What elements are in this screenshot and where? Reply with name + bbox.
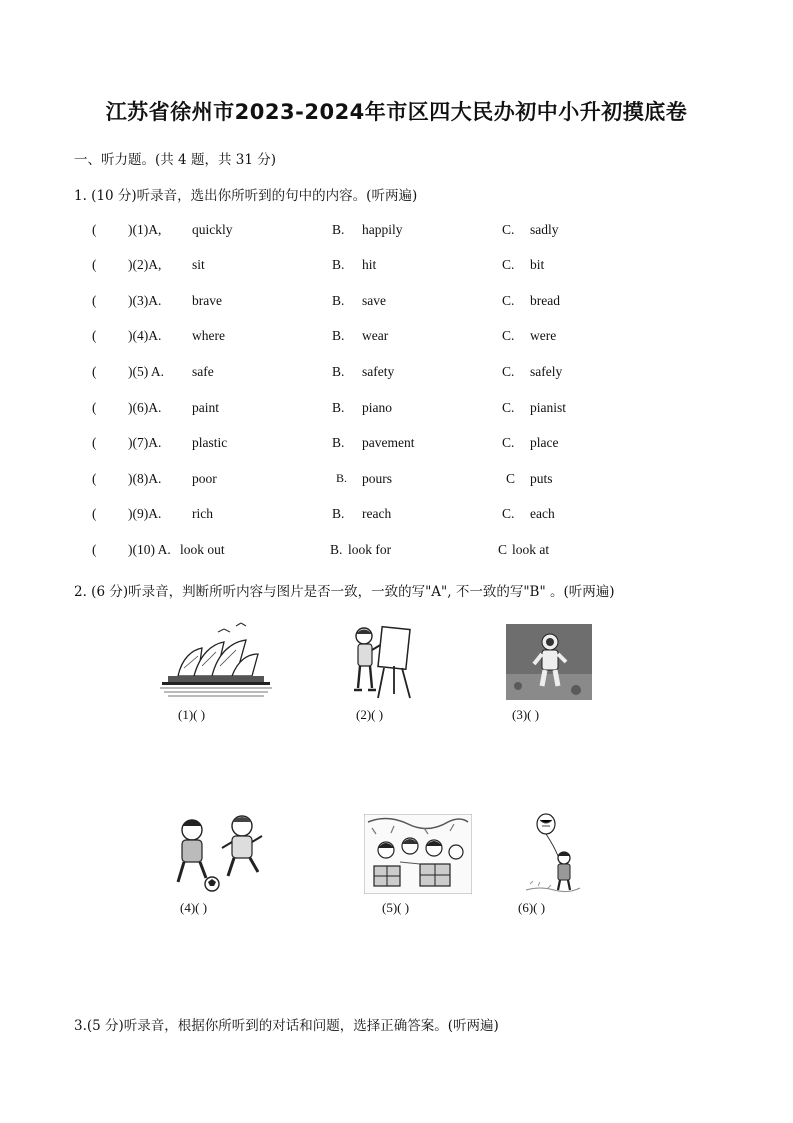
answer-paren: ( (92, 471, 97, 486)
option-a: safe (192, 364, 214, 379)
option-a: paint (192, 400, 219, 415)
option-b-label: B. (332, 435, 345, 450)
option-c: safely (530, 364, 563, 379)
option-b-label: B. (332, 293, 345, 308)
option-b: hit (362, 257, 377, 272)
option-c: bit (530, 257, 545, 272)
option-c-label: C. (502, 364, 515, 379)
option-a: quickly (192, 222, 233, 237)
q3-instruction: 3.(5 分)听录音，根据你所听到的对话和问题，选择正确答案。(听两遍) (74, 1018, 499, 1034)
option-b-label: B. (332, 328, 345, 343)
list-item (92, 435, 612, 455)
option-b-label: B. (332, 222, 345, 237)
question-number: )(2)A, (128, 257, 162, 272)
astronaut-icon (506, 624, 592, 700)
option-a: where (192, 328, 225, 343)
question-number: )(8)A. (128, 471, 162, 486)
answer-paren: ( (92, 257, 97, 272)
page-title: 江苏省徐州市2023-2024年市区四大民办初中小升初摸底卷 (105, 100, 688, 124)
option-c-label: C. (502, 293, 515, 308)
option-c-label: C (506, 471, 516, 486)
option-b-label: B. (332, 400, 345, 415)
list-item (92, 542, 612, 562)
answer-paren: ( (92, 400, 97, 415)
option-c: were (530, 328, 557, 343)
opera-house-icon (158, 618, 276, 700)
child-painting-icon (350, 622, 414, 700)
question-number: )(4)A. (128, 328, 162, 343)
option-b: save (362, 293, 386, 308)
question-number: )(7)A. (128, 435, 162, 450)
option-c-label: C. (502, 435, 515, 450)
option-b: pours (362, 471, 392, 486)
option-b-label: B. (336, 471, 348, 485)
question-number: )(1)A, (128, 222, 162, 237)
option-b: safety (362, 364, 395, 379)
option-b: look for (348, 542, 392, 557)
child-balloon-icon (524, 812, 582, 894)
picture-caption: (4)( ) (180, 900, 208, 915)
option-c-label: C. (502, 506, 515, 521)
option-c-label: C (498, 542, 508, 557)
option-a: look out (180, 542, 225, 557)
answer-paren: ( (92, 506, 97, 521)
answer-paren: ( (92, 222, 97, 237)
option-b-label: B. (332, 506, 345, 521)
question-number: )(10) A. (128, 542, 171, 557)
option-a: plastic (192, 435, 228, 450)
q2-instruction: 2. (6 分)听录音，判断所听内容与图片是否一致，一致的写"A", 不一致的写"B" 。(听两遍) (74, 584, 615, 600)
list-item (92, 293, 612, 313)
question-number: )(6)A. (128, 400, 162, 415)
question-number: )(9)A. (128, 506, 162, 521)
list-item (92, 257, 612, 277)
option-c-label: C. (502, 222, 515, 237)
option-b-label: B. (332, 364, 345, 379)
option-b-label: B. (330, 542, 343, 557)
picture-caption: (1)( ) (178, 707, 206, 722)
option-c-label: C. (502, 400, 515, 415)
answer-paren: ( (92, 542, 97, 557)
option-b: happily (362, 222, 403, 237)
option-a: poor (192, 471, 217, 486)
list-item (92, 471, 612, 491)
option-c: each (530, 506, 555, 521)
option-b: pavement (362, 435, 415, 450)
option-c-label: C. (502, 328, 515, 343)
option-b: wear (362, 328, 389, 343)
question-number: )(3)A. (128, 293, 162, 308)
picture-caption: (2)( ) (356, 707, 384, 722)
list-item (92, 506, 612, 526)
list-item (92, 400, 612, 420)
option-a: brave (192, 293, 222, 308)
picture-caption: (3)( ) (512, 707, 540, 722)
list-item (92, 328, 612, 348)
children-party-icon (364, 814, 472, 894)
option-b-label: B. (332, 257, 345, 272)
question-number: )(5) A. (128, 364, 164, 379)
option-c: look at (512, 542, 550, 557)
list-item (92, 364, 612, 384)
option-b: piano (362, 400, 392, 415)
option-b: reach (362, 506, 392, 521)
children-football-icon (166, 812, 270, 894)
option-c: sadly (530, 222, 559, 237)
list-item (92, 222, 612, 242)
option-c: pianist (530, 400, 566, 415)
picture-caption: (5)( ) (382, 900, 410, 915)
picture-caption: (6)( ) (518, 900, 546, 915)
option-a: rich (192, 506, 213, 521)
option-c-label: C. (502, 257, 515, 272)
answer-paren: ( (92, 364, 97, 379)
option-c: place (530, 435, 559, 450)
section-heading: 一、听力题。(共 4 题，共 31 分) (74, 152, 276, 168)
answer-paren: ( (92, 435, 97, 450)
option-c: puts (530, 471, 553, 486)
q1-instruction: 1. (10 分)听录音，选出你所听到的句中的内容。(听两遍) (74, 188, 418, 204)
option-a: sit (192, 257, 205, 272)
option-c: bread (530, 293, 560, 308)
answer-paren: ( (92, 293, 97, 308)
answer-paren: ( (92, 328, 97, 343)
